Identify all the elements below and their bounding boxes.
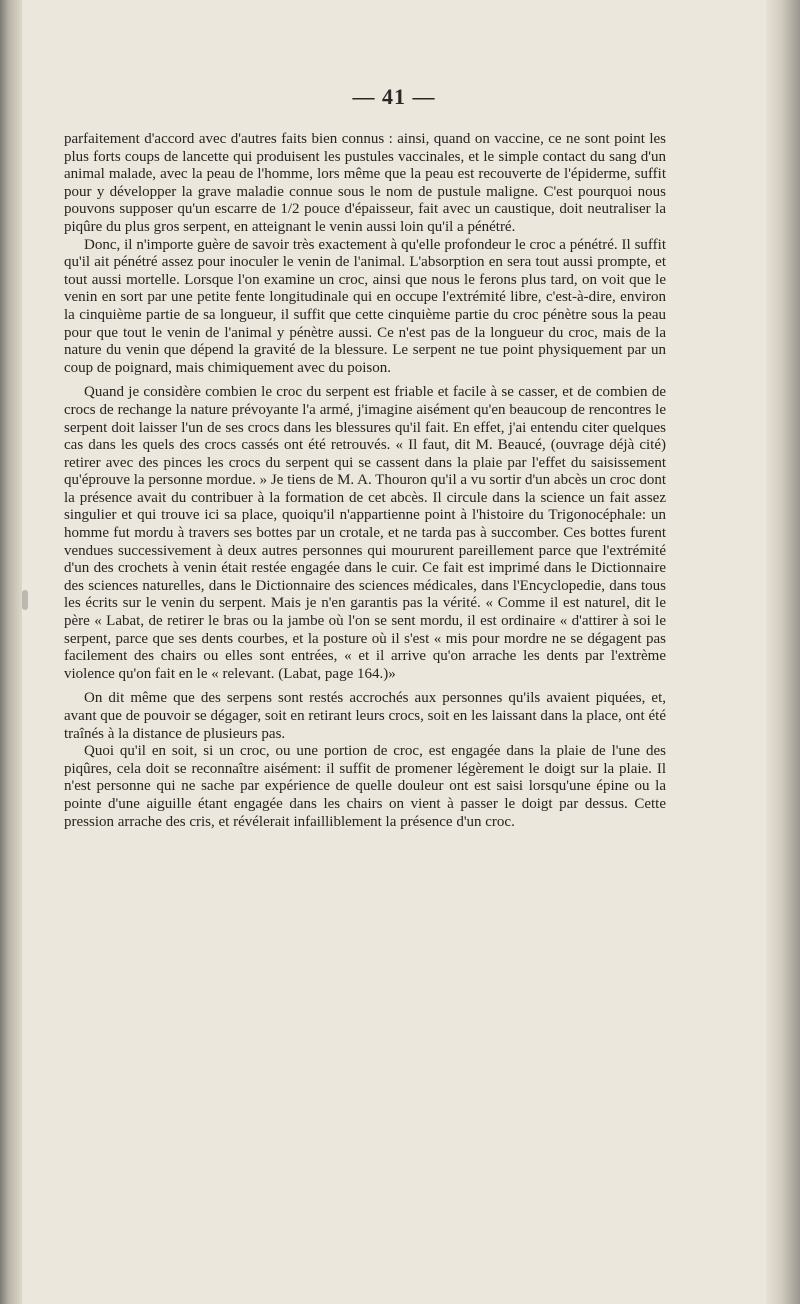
paragraph-2: Donc, il n'importe guère de savoir très exactement à qu'elle profondeur le croc a pénétré. Il suffit qu'il ait pénétré assez pour inoculer le venin de l'animal. L'absorption en sera tout aussi prompte, et tout aussi mortelle. Lorsque l'on examine un croc, ainsi que nous le ferons plus tard, on voit que le venin en sort par une petite fente longitudinale qui en occupe l'extrémité libre, c'est-à-dire, environ la cinquième partie de sa longueur, il suffit que cette cinquième partie du croc pénètre sous la peau pour que tout le venin de l'animal y pénètre aussi. Ce n'est pas de la longueur du croc, mais de la nature du venin que dépend la gravité de la blessure. Le serpent ne tue point physiquement par un coup de poignard, mais chimiquement avec du poison.	[64, 236, 666, 376]
page-number: — 41 —	[352, 84, 436, 109]
scan-right-edge	[766, 0, 800, 1304]
paragraph-4: On dit même que des serpens sont restés accrochés aux personnes qu'ils avaient piquées, et, avant que de pouvoir se dégager, soit en retirant leurs crocs, soit en les laissant dans la place, ont été traînés à la distance de plusieurs pas.	[64, 690, 666, 742]
paragraph-1: parfaitement d'accord avec d'autres faits bien connus : ainsi, quand on vaccine, ce ne sont point les plus forts coups de lancette qui produisent les pustules vaccinales, et le simple contact du sang d'un animal malade, avec la peau de l'homme, lors même que la peau est recouverte de l'épiderme, suffit pour y développer la grave maladie connue sous le nom de pustule maligne. C'est pourquoi nous pouvons supposer qu'un escarre de 1/2 pouce d'épaisseur, fait avec un caustique, doit neutraliser la piqûre du plus gros serpent, en atteignant le venin aussi loin qu'il a pénétré.	[64, 131, 666, 235]
book-page	[22, 0, 766, 1304]
margin-stain	[22, 590, 28, 610]
paragraph-5: Quoi qu'il en soit, si un croc, ou une portion de croc, est engagée dans la plaie de l'une des piqûres, cela doit se reconnaître aisément: il suffit de promener légèrement le doigt sur la plaie. Il n'est personne qui ne sache par expérience de quelle douleur ont est saisi lorsqu'une épine ou la pointe d'une aiguille étant engagée dans les chairs on vient à passer le doigt par dessus. Cette pression arrache des cris, et révélerait infailliblement la présence d'un croc.	[64, 743, 666, 830]
body-text	[64, 131, 666, 831]
paragraph-3: Quand je considère combien le croc du serpent est friable et facile à se casser, et de combien de crocs de rechange la nature prévoyante l'a armé, j'imagine aisément qu'en beaucoup de rencontres le serpent doit laisser l'un de ses crocs dans les blessures qu'il fait. En effet, j'ai entendu citer quelques cas dans les quels des crocs cassés ont été retrouvés. « Il faut, dit M. Beaucé, (ouvrage déjà cité) retirer avec des pinces les crocs du serpent qui se cassent dans la plaie par l'effet du saisissement qu'éprouve la personne mordue. » Je tiens de M. A. Thouron qu'il a vu sortir d'un abcès un croc dont la présence avait du contribuer à la formation de cet abcès. Il circule dans la science un fait assez singulier et qui trouve ici sa place, quoiqu'il n'appartienne point à l'histoire du Trigonocéphale: un homme fut mordu à travers ses bottes par un crotale, et ne tarda pas à succomber. Ces bottes furent vendues successivement à deux autres personnes qui moururent pareillement parce que l'extrémité d'un des crochets à venin était restée engagée dans le cuir. Ce fait est imprimé dans le Dictionnaire des sciences naturelles, dans le Dictionnaire des sciences médicales, dans l'Encyclopedie, dans tous les écrits sur le venin du serpent. Mais je n'en garantis pas la vérité. « Comme il est naturel, dit le père « Labat, de retirer le bras ou la jambe où l'on se sent mordu, il est ordinaire « d'attirer à soi le serpent, parce que ses dents courbes, et la posture où il s'est « mis pour mordre ne se dégagent pas facilement des chairs ou elles sont entrées, « et il arrive qu'on arrache les dents par l'extrème violence qu'on fait en le « relevant. (Labat, page 164.)»	[64, 384, 666, 682]
scan-left-edge	[0, 0, 22, 1304]
